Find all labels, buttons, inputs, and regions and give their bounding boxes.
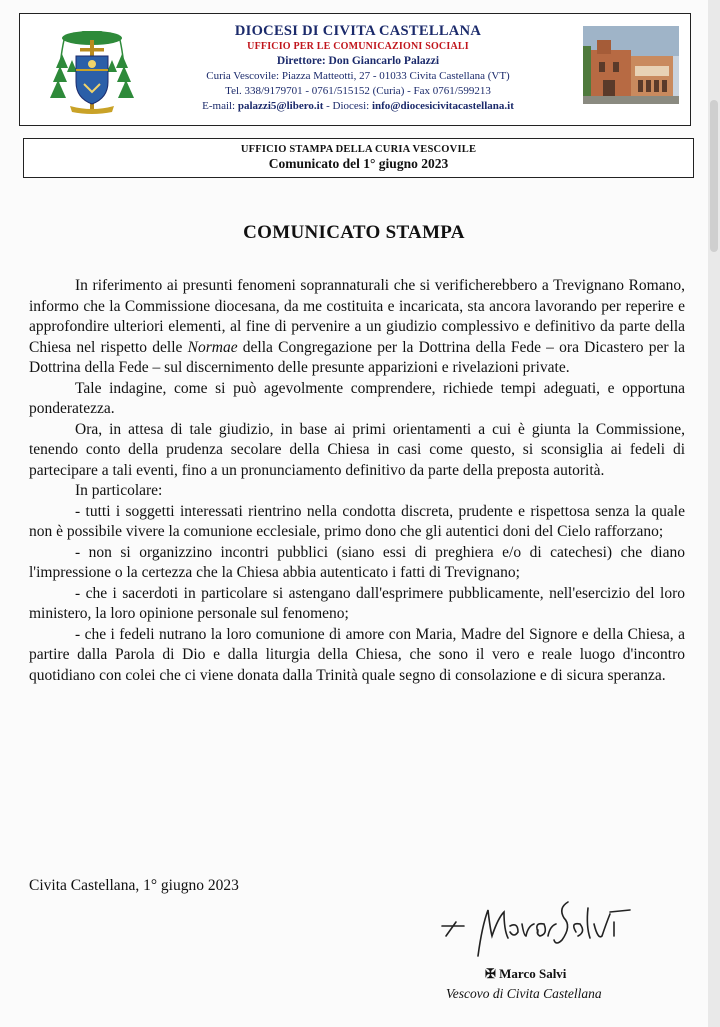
page-title: COMUNICATO STAMPA (243, 222, 465, 243)
paragraph-1-text-a: In riferimento ai presunti fenomeni soprannaturali che si verificherebbero a Trevignano Romano, informo che la Commissione diocesana, da me costituita e incaricata, sta ancora lavorando per reperire e approfondire ulteriori elementi, al fine di pervenire a un giudizio complessivo e definitivo da parte della Chiesa nel rispetto delle (29, 277, 685, 356)
letterhead-text (140, 24, 576, 114)
paragraph-3: Ora, in attesa di tale giudizio, in base ai primi orientamenti a cui è giunta la Commissione, tenendo conto della prudenza secolare della Chiesa in casi come questo, si sconsiglia ai fedeli di partecipare a tali eventi, fino a un pronunciamento definitivo da parte della preposta autorità. (29, 420, 685, 479)
signer-role: Vescovo di Civita Castellana (446, 986, 602, 1001)
episcopal-crest-icon (50, 28, 134, 114)
email-line (140, 99, 576, 114)
director-line: Direttore: Don Giancarlo Palazzi (276, 55, 440, 67)
press-office-box (23, 138, 694, 178)
paragraph-1-text-b: della Congregazione per la Dottrina della Fede – ora Dicastero per la Dottrina della Fede – sul discernimento delle presunte apparizioni e rivelazioni private. (29, 338, 685, 376)
letterhead (19, 13, 691, 126)
paragraph-4: In particolare: (75, 482, 163, 499)
paragraph-1-emphasis: Normae (187, 338, 238, 356)
office-name: UFFICIO PER LE COMUNICAZIONI SOCIALI (247, 41, 469, 52)
diocese-name: DIOCESI DI CIVITA CASTELLANA (234, 23, 482, 39)
email-separator: - Diocesi: (323, 100, 372, 112)
address-line: Curia Vescovile: Piazza Matteotti, 27 - 01033 Civita Castellana (VT) (206, 70, 510, 82)
handwritten-signature (438, 896, 648, 960)
paragraph-1 (29, 276, 685, 379)
communique-body (29, 276, 685, 686)
list-item: - che i sacerdoti in particolare si astengano dall'esprimere pubblicamente, nell'esercizio del loro ministero, la loro opinione personale sul fenomeno; (29, 584, 685, 622)
place-date: Civita Castellana, 1° giugno 2023 (29, 877, 239, 894)
scrollbar-thumb[interactable] (710, 100, 718, 252)
list-item: - non si organizzino incontri pubblici (siano essi di preghiera e/o di catechesi) che diano l'impressione o la certezza che la Chiesa abbia autenticato i fatti di Trevignano; (29, 543, 685, 581)
signer-name: ✠ Marco Salvi (485, 966, 567, 981)
paragraph-2: Tale indagine, come si può agevolmente comprendere, richiede tempi adeguati, e opportuna ponderatezza. (29, 379, 685, 417)
list-item: - che i fedeli nutrano la loro comunione di amore con Maria, Madre del Signore e della Chiesa, a partire dalla Parola di Dio e dalla liturgia della Chiesa, che sono il vero e reale luogo d'incontro quotidiano con colei che ci viene donata dalla Trinità quale segno di consolazione e di sicura speranza. (29, 625, 685, 684)
scrollbar-track[interactable] (708, 0, 720, 1027)
email-address-palazzi[interactable]: palazzi5@libero.it (237, 100, 324, 112)
email-prefix: E-mail: (202, 100, 238, 112)
press-office-title: UFFICIO STAMPA DELLA CURIA VESCOVILE (240, 144, 477, 155)
communique-date: Comunicato del 1° giugno 2023 (268, 156, 449, 171)
phone-line: Tel. 338/9179701 - 0761/515152 (Curia) - Fax 0761/599213 (225, 85, 491, 97)
cathedral-photo (583, 26, 679, 104)
list-item: - tutti i soggetti interessati rientrino nella condotta discreta, prudente e rispettosa senza la quale non è possibile vivere la comunione ecclesiale, primo dono che gli autentici doni del Cielo rafforzano; (29, 502, 685, 540)
email-address-diocesi[interactable]: info@diocesicivitacastellana.it (371, 100, 514, 112)
